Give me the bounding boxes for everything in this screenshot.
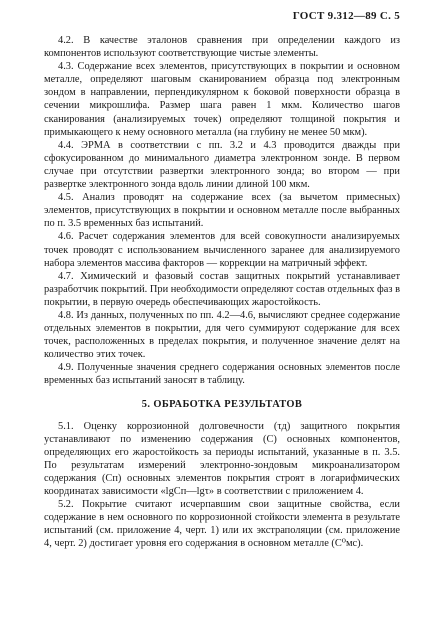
body-text (44, 34, 400, 551)
paragraph-4-8: 4.8. Из данных, полученных по пп. 4.2—4.6, вычисляют среднее содержание отдельных элементов в покрытии, для чего суммируют содержание для всех точек, расположенных в пределах покрытия, и полученное значение делят на количество этих точек. (44, 309, 400, 361)
section-title: 5. ОБРАБОТКА РЕЗУЛЬТАТОВ (141, 398, 303, 410)
paragraph-4-5: 4.5. Анализ проводят на содержание всех (за вычетом примесных) элементов, присутствующих в покрытии и основном металле после выбранных по п. 3.5 временных баз испытаний. (44, 192, 400, 230)
paragraph-5-1: 5.1. Оценку коррозионной долговечности (τд) защитного покрытия устанавливают по изменению содержания (С) основных компонентов, определяющих его жаростойкость за периоды испытаний, указанные в п. 3.5. По результатам измерений электронно-зондовым микроанализатором содержания (Cп) основных элементов покрытия строят в логарифмических координатах зависимости «lgCп—lgτ» в соответствии с приложением 4. (44, 420, 400, 498)
paragraph-4-4: 4.4. ЭРМА в соответствии с пп. 3.2 и 4.3 проводится дважды при сфокусированном до минимального диаметра электронном зонде. В первом случае при отсутствии развертки электронного зонда; во втором — при развертке электронного зонда вдоль линии длиной 100 мкм. (44, 139, 400, 191)
paragraph-5-2: 5.2. Покрытие считают исчерпавшим свои защитные свойства, если содержание в нем основного по коррозионной стойкости элемента в результате испытаний (см. приложение 4, черт. 1) или их экстраполяции (см. приложение 4, черт. 2) достигает уровня его содержания в основном металле (C⁰мс). (44, 499, 400, 550)
paragraph-4-3: 4.3. Содержание всех элементов, присутствующих в покрытии и основном металле, определяют шаговым сканированием образца под электронным зондом в направлении, перпендикулярном к боковой поверхности образца в сечении микрошлифа. Размер шага равен 1 мкм. Количество шагов сканирования (анализируемых точек) определяют толщиной покрытия и примыкающего к нему основного металла (на глубину не менее 50 мкм). (44, 61, 400, 138)
page-header: ГОСТ 9.312—89 С. 5 (292, 10, 400, 22)
paragraph-4-7: 4.7. Химический и фазовый состав защитных покрытий устанавливает разработчик покрытий. При необходимости определяют состав отдельных фаз в покрытии, в первую очередь обеспечивающих жаростойкость. (44, 270, 400, 308)
paragraph-4-9: 4.9. Полученные значения среднего содержания основных элементов после временных баз испытаний заносят в таблицу. (44, 362, 400, 387)
paragraph-4-2: 4.2. В качестве эталонов сравнения при определении каждого из компонентов используют соответствующие чистые элементы. (44, 35, 400, 60)
paragraph-4-6: 4.6. Расчет содержания элементов для всей совокупности анализируемых точек проводят с использованием вычисленного заранее для анализируемого набора элементов массива факторов — коррекции на матричный эффект. (44, 231, 400, 269)
